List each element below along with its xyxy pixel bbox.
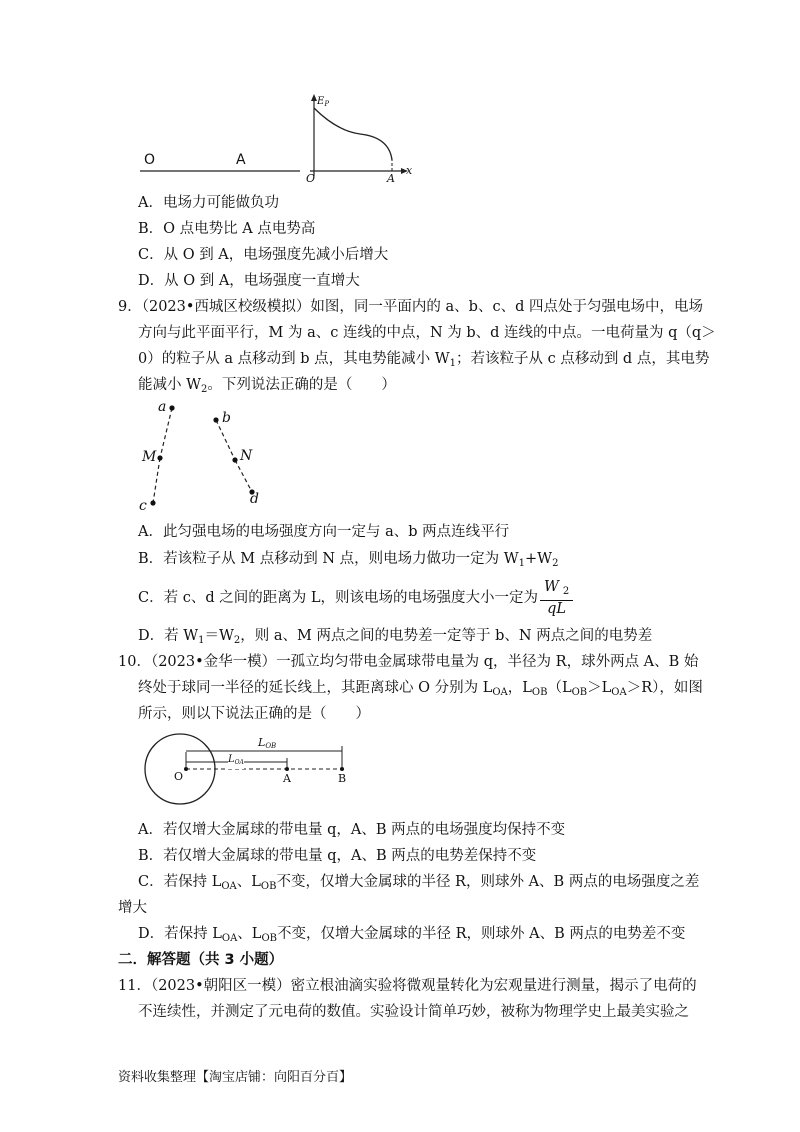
q10-optd-sub-ob: OB xyxy=(261,933,277,944)
q10-l2c: （L xyxy=(547,680,572,696)
q10-figure xyxy=(140,730,350,812)
q9-stem-line4 xyxy=(138,375,396,400)
q10-optd-a: D．若保持 L xyxy=(138,926,222,942)
q8-figure xyxy=(140,92,430,184)
q11-stem-line2: 不连续性，并测定了元电荷的数值。实验设计简单巧妙，被称为物理学史上最美实验之 xyxy=(138,1004,689,1020)
q10-optd-c: 不变，仅增大金属球的半径 R，则球外 A、B 两点的电势差不变 xyxy=(276,926,686,942)
q9-stem-line2: 方向与此平面平行，M 为 a、c 连线的中点，N 为 b、d 连线的中点。一电荷量为 q（q＞ xyxy=(138,325,716,341)
q9-sub-2: 2 xyxy=(201,384,208,395)
ep-curve xyxy=(314,108,392,160)
q10-option-c-line2: 增大 xyxy=(118,900,147,916)
q9-optb-sub2: 2 xyxy=(552,558,559,569)
q8-option-b: B．O 点电势比 A 点电势高 xyxy=(138,221,316,237)
point-n xyxy=(232,457,237,462)
fig10-lob-l: L xyxy=(258,736,266,749)
fig8-label-o: O xyxy=(144,152,156,168)
line-b-n xyxy=(216,420,235,460)
q10-stem-line2 xyxy=(138,678,703,703)
q8-option-a: A．电场力可能做负功 xyxy=(138,195,279,211)
fig10-label-lob xyxy=(258,736,276,750)
fig10-loa-sub: OA xyxy=(234,759,244,766)
fig10-loa-l: L xyxy=(228,754,235,765)
point-c xyxy=(150,500,155,505)
section-heading: 二．解答题（共 3 小题） xyxy=(118,952,284,968)
q9-optc-fraction xyxy=(540,579,573,617)
q9-optb-pre: B．若该粒子从 M 点移动到 N 点，则电场力做功一定为 W xyxy=(138,551,519,567)
fig10-lob-sub: OB xyxy=(265,742,277,750)
q9-optc-num xyxy=(540,579,573,601)
q10-option-c-line1 xyxy=(138,872,699,897)
q10-l2e: ＞R），如图 xyxy=(626,680,703,696)
fig8-ep-label xyxy=(317,96,329,108)
q9-optc-num-w: W xyxy=(543,579,559,595)
fig9-label-m: M xyxy=(142,449,157,465)
fig9-label-n: N xyxy=(240,448,253,464)
q9-stem-l3b: ；若该粒子从 c 点移动到 d 点，其电势 xyxy=(455,351,710,367)
fig9-label-d: d xyxy=(250,491,259,507)
page-footer: 资料收集整理【淘宝店铺：向阳百分百】 xyxy=(118,1070,353,1085)
q9-optd-post: ，则 a、M 两点之间的电势差一定等于 b、N 两点之间的电势差 xyxy=(240,628,653,644)
fig10-label-loa xyxy=(228,754,244,769)
fig8-ep-sub: P xyxy=(324,100,330,108)
q11-stem-line1: 11．（2023•朝阳区一模）密立根油滴实验将微观量转化为宏观量进行测量，揭示了电荷的 xyxy=(118,978,697,994)
point-a xyxy=(169,405,174,410)
q9-stem-l3a: 0）的粒子从 a 点移动到 b 点，其电势能减小 W xyxy=(138,351,450,367)
line-a-m xyxy=(160,408,172,458)
q9-stem-l4a: 能减小 W xyxy=(138,377,202,393)
q8-option-d: D．从 O 到 A，电场强度一直增大 xyxy=(138,273,360,289)
fig9-label-b: b xyxy=(222,410,231,426)
q10-stem-line1: 10．（2023•金华一模）一孤立均匀带电金属球带电量为 q，半径为 R，球外两点 A、B 始 xyxy=(118,654,699,670)
q10-optc-c: 不变，仅增大金属球的半径 R，则球外 A、B 两点的电场强度之差 xyxy=(276,874,700,890)
fig9-label-c: c xyxy=(139,498,147,514)
q10-optc-sub-ob: OB xyxy=(260,881,277,892)
q10-sub-oa1: OA xyxy=(492,687,508,698)
point-m xyxy=(157,455,162,460)
q9-optb-mid: +W xyxy=(525,551,553,567)
q9-option-a: A．此匀强电场的电场强度方向一定与 a、b 两点连线平行 xyxy=(138,524,510,540)
q9-figure xyxy=(136,400,276,515)
q8-option-c: C．从 O 到 A，电场强度先减小后增大 xyxy=(138,247,389,263)
q10-optd-b: 、L xyxy=(237,926,262,942)
q9-optc-den: qL xyxy=(547,601,567,617)
q10-l2d: ＞L xyxy=(587,680,612,696)
q10-sub-ob2: OB xyxy=(571,687,588,698)
q10-option-d xyxy=(138,924,685,949)
fig9-label-a: a xyxy=(158,399,167,415)
q10-optd-sub-oa: OA xyxy=(221,933,238,944)
q10-l2b: ，L xyxy=(507,680,532,696)
fig10-label-o: O xyxy=(174,770,184,783)
q10-sub-oa2: OA xyxy=(611,687,627,698)
q9-optd-mid: ＝W xyxy=(204,628,234,644)
q10-l2a: 终处于球同一半径的延长线上，其距离球心 O 分别为 L xyxy=(138,680,493,696)
q9-optc-pre: C．若 c、d 之间的距离为 L，则该电场的电场强度大小一定为 xyxy=(138,590,538,606)
q9-option-c xyxy=(138,578,573,618)
q10-optc-a: C．若保持 L xyxy=(138,874,222,890)
q9-optb-sub1: 1 xyxy=(518,558,526,569)
fig8-ep: E xyxy=(317,96,325,107)
q10-diagram xyxy=(140,730,350,812)
fig8-x: x xyxy=(406,164,413,177)
q10-stem-line3: 所示，则以下说法正确的是（ ） xyxy=(138,706,370,722)
fig10-label-b: B xyxy=(338,772,347,785)
q10-option-a: A．若仅增大金属球的带电量 q，A、B 两点的电场强度均保持不变 xyxy=(138,822,566,838)
q8-diagram xyxy=(140,92,430,184)
fig8-origin: O xyxy=(306,172,316,185)
q9-option-d xyxy=(138,626,652,651)
line-n-d xyxy=(235,460,252,492)
q9-optc-num-sub: 2 xyxy=(562,586,570,597)
q9-optd-sub2: 2 xyxy=(233,635,241,646)
q9-optd-pre: D．若 W xyxy=(138,628,199,644)
q9-stem-line1: 9．（2023•西城区校级模拟）如图，同一平面内的 a、b、c、d 四点处于匀强电场中，电场 xyxy=(118,299,703,315)
q9-stem-l4b: 。下列说法正确的是（ ） xyxy=(207,377,396,393)
fig8-mark-a: A xyxy=(387,172,395,185)
q10-optc-sub-oa: OA xyxy=(221,881,237,892)
fig8-label-a: A xyxy=(236,152,246,168)
q9-option-b xyxy=(138,549,558,574)
metal-sphere xyxy=(145,734,215,804)
q10-sub-ob1: OB xyxy=(531,687,548,698)
point-b xyxy=(213,417,218,422)
q9-sub-1: 1 xyxy=(449,358,456,369)
fig10-label-a: A xyxy=(283,772,291,785)
q9-optd-sub1: 1 xyxy=(198,635,205,646)
q10-optc-b: 、L xyxy=(236,874,261,890)
q10-option-b: B．若仅增大金属球的带电量 q，A、B 两点的电势差保持不变 xyxy=(138,848,537,864)
q9-stem-line3 xyxy=(138,349,709,374)
